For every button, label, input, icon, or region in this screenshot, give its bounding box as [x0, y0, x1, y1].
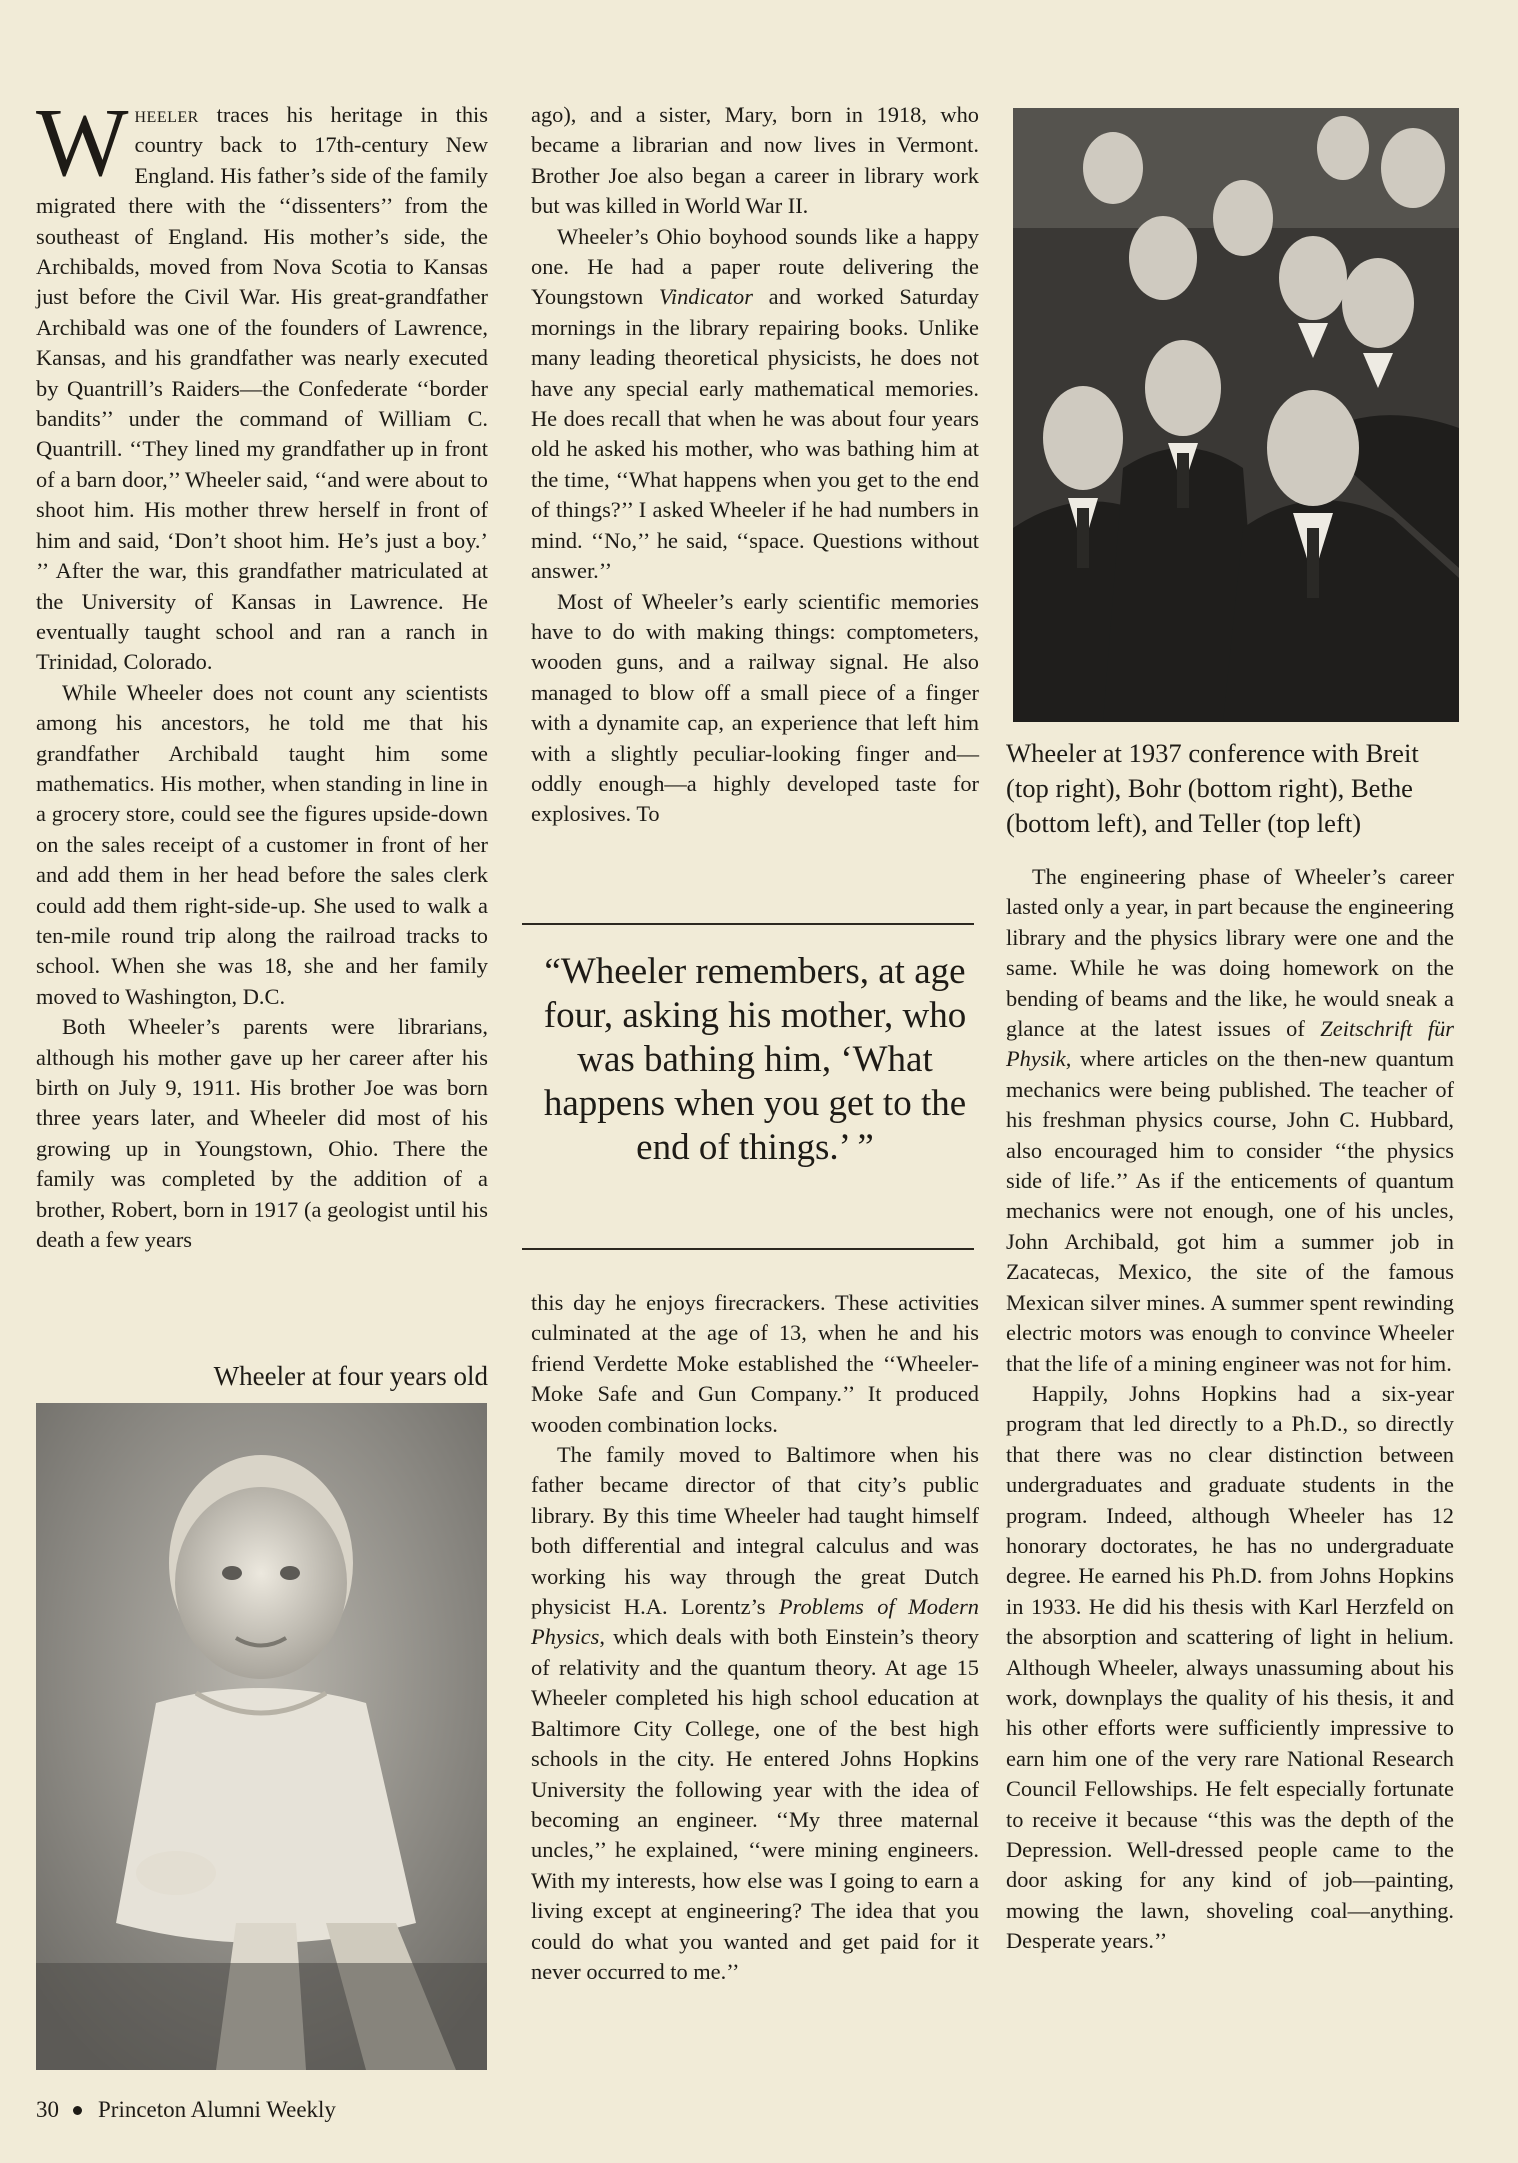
paragraph: this day he enjoys firecrackers. These activities culminated at the age of 13, when he and his friend Verdette Moke established the ‘‘Wheeler-Moke Safe and Gun Company.’’ It produced wooden combination locks.: [531, 1290, 979, 1437]
paragraph-text: The family moved to Baltimore when his father became director of that city’s public library. By this time Wheeler had taught himself both differential and integral calculus and was working his way through the great Dutch physicist H.A. Lorentz’s: [531, 1442, 979, 1620]
publication-name: Princeton Alumni Weekly: [98, 2097, 336, 2122]
page-number: 30: [36, 2097, 59, 2122]
italic-title: Problems of Modern Physics: [531, 1594, 979, 1650]
column-2-bottom: [531, 1288, 979, 1987]
paragraph: Most of Wheeler’s early scientific memories have to do with making things: comptometers, wooden guns, and a railway signal. He also managed to blow off a small piece of a finger with a dynamite cap, an experience that left him with a slightly peculiar-looking finger and—oddly enough—a highly developed taste for explosives. To: [531, 588, 979, 827]
paragraph: [531, 222, 979, 587]
paragraph: While Wheeler does not count any scientists among his ancestors, he told me that his grandfather Archibald taught him some mathematics. His mother, when standing in line in a grocery store, could see the figures upside-down on the sales receipt of a customer in front of her and add them in her head before the sales clerk could add them right-side-up. She used to walk a ten-mile round trip along the railroad tracks to school. When she was 18, she and her family moved to Washington, D.C.: [36, 679, 488, 1009]
paragraph: ago), and a sister, Mary, born in 1918, who became a librarian and now lives in Vermont. Brother Joe also began a career in library work but was killed in World War II.: [531, 102, 979, 219]
pullquote-bottom-rule: [522, 1248, 974, 1250]
italic-title: Zeitschrift für Physik: [1006, 1016, 1454, 1072]
column-1: [36, 89, 488, 1255]
italic-title: Vindicator: [658, 284, 753, 310]
paragraph-text: traces his heritage in this country back to 17th-century New England. His father’s side of the family migrated there with the ‘‘dissenters’’ from the southeast of England. His mother’s side, the Archibalds, moved from Nova Scotia to Kansas just before the Civil War. His great-grandfather Archibald was one of the founders of Lawrence, Kansas, and his grandfather was nearly executed by Quantrill’s Raiders—the Confederate ‘‘border bandits’’ under the command of William C. Quantrill. ‘‘They lined my grandfather up in front of a barn door,’’ Wheeler said, ‘‘and were about to shoot him. His mother threw herself in front of him and said, ‘Don’t shoot him. He’s just a boy.’ ’’ After the war, this grandfather matriculated at the University of Kansas in Lawrence. He eventually taught school and ran a ranch in Trinidad, Colorado.: [36, 102, 488, 675]
pull-quote: “Wheeler remembers, at age four, asking his mother, who was bathing him, ‘What happens when you get to the end of things.’ ”: [543, 951, 967, 1168]
conference-group-photo: [1013, 108, 1459, 722]
paragraph-text: The engineering phase of Wheeler’s career lasted only a year, in part because the engineering library and the physics library were one and the same. While he was doing homework on the bending of beams and the like, he would sneak a glance at the latest issues of: [1006, 864, 1454, 1042]
paragraph: [531, 1440, 979, 1987]
paragraph: Both Wheeler’s parents were librarians, although his mother gave up her career after his birth on July 9, 1911. His brother Joe was born three years later, and Wheeler did most of his growing up in Youngstown, Ohio. There the family was completed by the addition of a brother, Robert, born in 1917 (a geologist until his death a few years: [36, 1014, 488, 1253]
photo-caption-left: Wheeler at four years old: [213, 1361, 488, 1391]
pullquote-top-rule: [522, 923, 974, 925]
page-footer: [36, 2096, 336, 2124]
photo-caption-right: Wheeler at 1937 conference with Breit (top right), Bohr (bottom right), Bethe (bottom left), and Teller (top left): [1006, 738, 1419, 838]
drop-cap: W: [36, 89, 129, 197]
lead-small-caps: heeler: [134, 102, 199, 127]
child-portrait-photo: [36, 1403, 487, 2070]
paragraph-text: , which deals with both Einstein’s theory of relativity and the quantum theory. At age 15 Wheeler completed his high school education at Baltimore City College, one of the best high schools in the city. He entered Johns Hopkins University the following year with the idea of becoming an engineer. ‘‘My three maternal uncles,’’ he explained, ‘‘were mining engineers. With my interests, how else was I going to earn a living except at engineering? The idea that you could do what you wanted and get paid for it never occurred to me.’’: [531, 1624, 979, 1984]
paragraph-text: , where articles on the then-new quantum mechanics were being published. The teacher of his freshman physics course, John C. Hubbard, also encouraged him to consider ‘‘the physics side of life.’’ As if the enticements of quantum mechanics were not enough, one of his uncles, John Archibald, got him a summer job in Zacatecas, Mexico, the site of the famous Mexican silver mines. A summer spent rewinding electric motors was enough to convince Wheeler that the life of a mining engineer was not for him.: [1006, 1046, 1454, 1376]
paragraph-text: Wheeler’s Ohio boyhood sounds like a happy one. He had a paper route delivering the Youngstown: [531, 223, 979, 310]
column-3: [1006, 862, 1454, 1957]
column-2-top: [531, 100, 979, 830]
paragraph-text: and worked Saturday mornings in the library repairing books. Unlike many leading theoretical physicists, he does not have any special early mathematical memories. He does recall that when he was about four years old he asked his mother, who was bathing him at the time, ‘‘What happens when you get to the end of things?’’ I asked Wheeler if he had numbers in mind. ‘‘No,’’ he said, ‘‘space. Questions without answer.’’: [531, 284, 979, 584]
bullet-dot-icon: [73, 2106, 82, 2115]
paragraph: [36, 89, 488, 678]
paragraph: Happily, Johns Hopkins had a six-year program that led directly to a Ph.D., so directly that there was no clear distinction between undergraduates and graduate students in the program. Indeed, although Wheeler has 12 honorary doctorates, he has no undergraduate degree. He earned his Ph.D. from Johns Hopkins in 1933. He did his thesis with Karl Herzfeld on the absorption and scattering of light in helium. Although Wheeler, always unassuming about his work, downplays the quality of his thesis, it and his other efforts were sufficiently impressive to earn him one of the very rare National Research Council Fellowships. He felt especially fortunate to receive it because ‘‘this was the depth of the Depression. Well-dressed people came to the door asking for any kind of job—painting, mowing the lawn, shoveling coal—anything. Desperate years.’’: [1006, 1380, 1454, 1954]
paragraph: [1006, 862, 1454, 1379]
